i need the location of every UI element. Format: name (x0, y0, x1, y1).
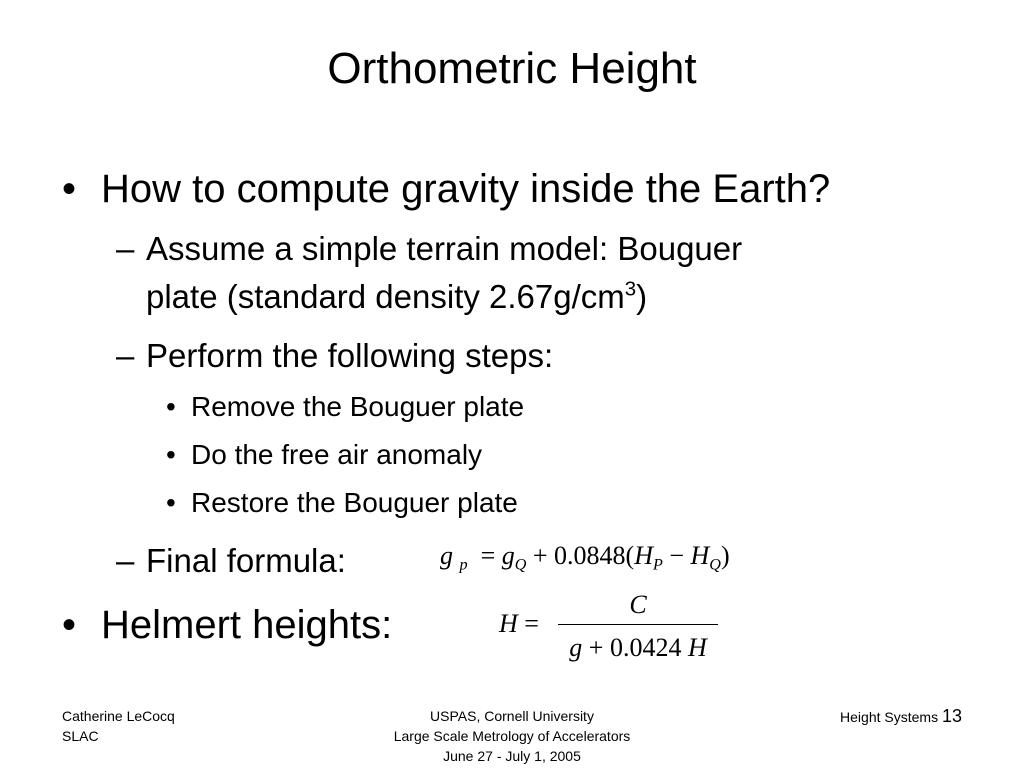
bullet-marker: • (62, 603, 77, 647)
bullet-helmert-heights: Helmert heights: (101, 603, 393, 647)
bullet-marker: • (166, 439, 176, 470)
helmert-denominator: g + 0.0424 H (569, 633, 707, 662)
step-item: Restore the Bouguer plate (191, 487, 518, 518)
final-formula: g $_p = g_Q + 0.0848(H_P - H_Q)$ (440, 541, 730, 574)
footer-section-name: Height Systems (840, 709, 939, 725)
sub-bullet-terrain-model-line1: Assume a simple terrain model: Bouguer (146, 230, 743, 267)
dash-marker: – (116, 337, 135, 374)
footer-section (760, 706, 962, 727)
step-item: Do the free air anomaly (191, 439, 483, 470)
footer-author-org: SLAC (62, 728, 99, 744)
cube-superscript: 3 (624, 277, 637, 301)
dash-marker: – (116, 230, 135, 267)
bullet-marker: • (166, 487, 176, 518)
bullet-marker: • (166, 391, 176, 422)
helmert-numerator: C (629, 590, 647, 619)
footer-author-name: Catherine LeCocq (62, 708, 175, 724)
bullet-gravity-question: How to compute gravity inside the Earth? (101, 167, 831, 211)
footer-venue-line3: June 27 - July 1, 2005 (443, 748, 581, 764)
footer-venue-line1: USPAS, Cornell University (430, 708, 594, 724)
helmert-formula-lhs: H = (499, 609, 539, 638)
footer-venue (312, 706, 712, 766)
sub-bullet-final-formula: Final formula: (146, 542, 346, 579)
closing-paren: ) (636, 278, 648, 315)
page-number: 13 (941, 706, 962, 726)
fraction-bar (558, 624, 718, 625)
slide-title: Orthometric Height (327, 44, 697, 93)
bullet-marker: • (62, 167, 77, 211)
step-item: Remove the Bouguer plate (191, 391, 525, 422)
density-text: plate (standard density 2.67g/cm (146, 278, 625, 315)
footer-venue-line2: Large Scale Metrology of Accelerators (393, 728, 631, 744)
footer-author (62, 706, 175, 746)
sub-bullet-steps: Perform the following steps: (146, 337, 554, 374)
sub-bullet-terrain-model-line2 (146, 277, 647, 317)
dash-marker: – (116, 542, 135, 579)
